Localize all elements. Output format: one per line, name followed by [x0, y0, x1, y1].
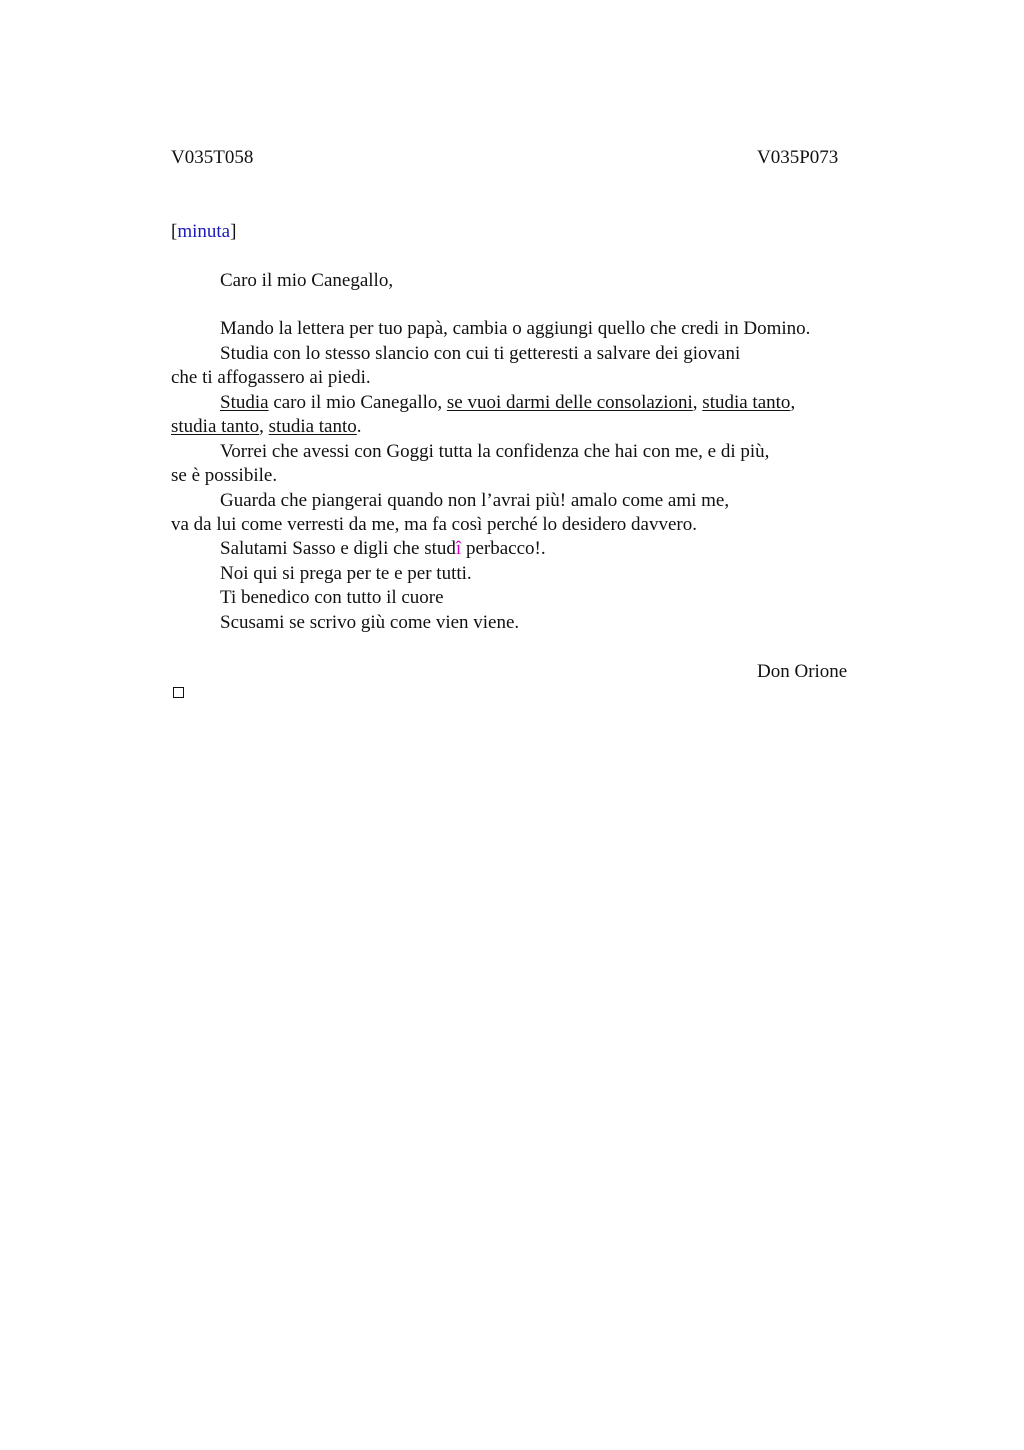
paragraph-6	[220, 537, 546, 561]
text-run: .	[356, 416, 362, 437]
document-code-left: V035T058	[171, 147, 254, 168]
underlined-text: studia tanto	[268, 416, 357, 437]
paragraph-2-line-1: Studia con lo stesso slancio con cui ti getteresti a salvare dei giovani	[220, 343, 741, 364]
bracket-open: [	[171, 221, 178, 242]
paragraph-3-line-1	[220, 391, 795, 415]
text-run: perbacco!.	[461, 538, 546, 559]
letter-salutation: Caro il mio Canegallo,	[220, 270, 394, 291]
paragraph-9: Scusami se scrivo giù come vien viene.	[220, 612, 520, 633]
end-of-document-square-icon	[173, 687, 184, 698]
text-run: ,	[790, 392, 796, 413]
signature: Don Orione	[757, 661, 848, 682]
paragraph-7: Noi qui si prega per te e per tutti.	[220, 563, 472, 584]
underlined-text: Studia	[220, 392, 269, 413]
underlined-text: se vuoi darmi delle consolazioni	[446, 392, 693, 413]
text-run: ,	[692, 392, 703, 413]
paragraph-5-line-2: va da lui come verresti da me, ma fa così perché lo desidero davvero.	[171, 514, 697, 535]
paragraph-1: Mando la lettera per tuo papà, cambia o aggiungi quello che credi in Domino.	[220, 318, 811, 339]
draft-note	[171, 220, 236, 244]
underlined-text: studia tanto	[702, 392, 791, 413]
bracket-close: ]	[230, 221, 237, 242]
text-run: Salutami Sasso e digli che stud	[220, 538, 456, 559]
draft-label: minuta	[177, 221, 231, 242]
paragraph-3-line-2	[171, 415, 362, 439]
paragraph-8: Ti benedico con tutto il cuore	[220, 587, 444, 608]
text-run: caro il mio Canegallo,	[268, 392, 447, 413]
paragraph-2-line-2: che ti affogassero ai piedi.	[171, 367, 371, 388]
text-run: ,	[259, 416, 269, 437]
paragraph-4-line-1: Vorrei che avessi con Goggi tutta la confidenza che hai con me, e di più,	[220, 441, 770, 462]
underlined-text: studia tanto	[171, 416, 260, 437]
paragraph-4-line-2: se è possibile.	[171, 465, 278, 486]
edited-character: î	[455, 538, 462, 559]
document-code-right: V035P073	[757, 147, 839, 168]
paragraph-5-line-1: Guarda che piangerai quando non l’avrai più! amalo come ami me,	[220, 490, 730, 511]
